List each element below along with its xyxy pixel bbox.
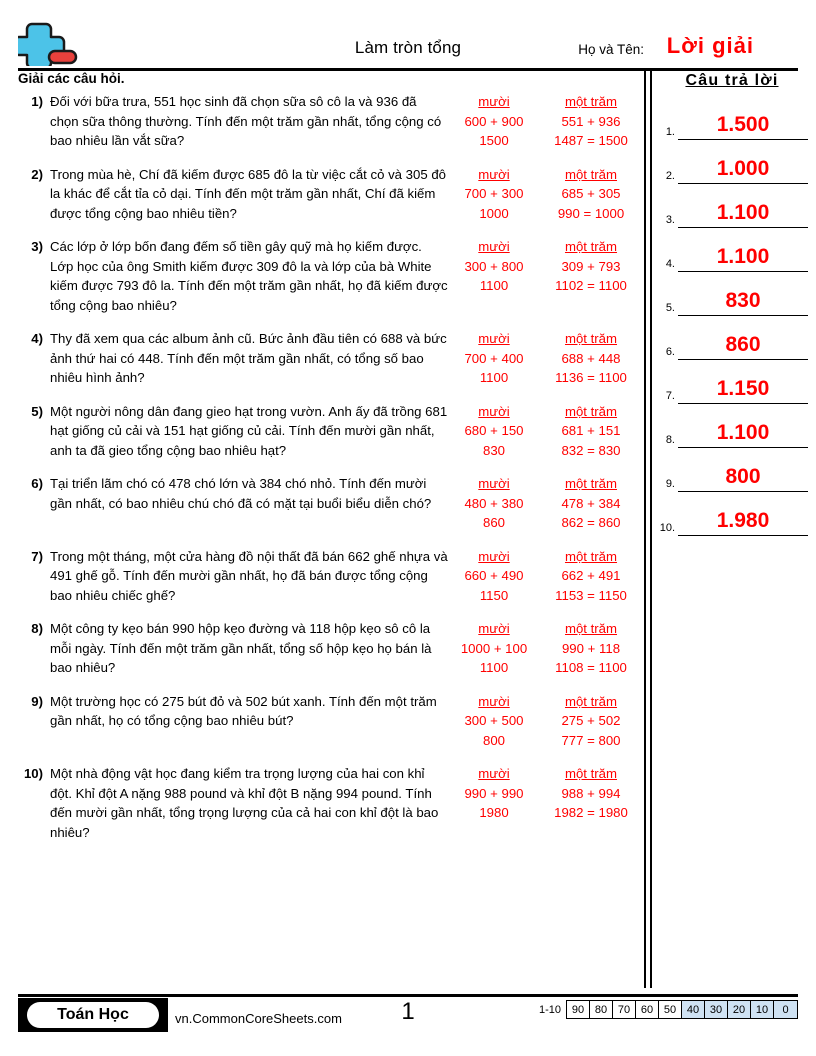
page-footer [18, 996, 798, 1038]
score-scale-grid [566, 1000, 798, 1019]
work-heading-tens: mười [478, 693, 510, 709]
question-text: Một người nông dân đang gieo hạt trong vườn. Anh ấy đã trồng 681 hạt giống củ cải và 151 hạt giống củ cải. Tính đến mười gần nhất, anh ta đã gieo tổng cộng bao nhiêu hạt? [50, 403, 448, 458]
answer-index: 7. [665, 390, 675, 402]
question-text: Một nhà động vật học đang kiểm tra trọng lượng của hai con khỉ đột. Khỉ đột A nặng 988 pound và khỉ đột B nặng 994 pound. Tính đến mười gần nhất, tổng trọng lượng của cả hai con khỉ đột là bao nhiêu? [50, 766, 439, 840]
score-scale-cell: 60 [636, 1001, 659, 1018]
work-line-tens-1: 990 + 990 [464, 785, 524, 801]
question-text: Một công ty kẹo bán 990 hộp kẹo đường và 118 hộp kẹo sô cô la mỗi ngày. Tính đến một trăm gần nhất, tổng số hộp kẹo họ bán là bao nhiêu? [50, 621, 432, 675]
answer-key-title: Câu trả lời [685, 72, 779, 89]
score-scale-cell: 30 [705, 1001, 728, 1018]
work-line-tens-2: 1100 [479, 370, 509, 385]
work-heading-tens: mười [478, 766, 510, 781]
work-column-tens [448, 474, 540, 533]
work-line-tens-1: 660 + 490 [464, 568, 524, 583]
work-line-hundreds-1: 662 + 491 [561, 568, 621, 583]
work-line-tens-1: 680 + 150 [464, 423, 524, 438]
work-column-hundreds [540, 329, 642, 388]
work-line-tens-1: 700 + 400 [464, 350, 524, 366]
work-heading-tens: mười [478, 94, 510, 109]
score-scale [539, 1000, 798, 1019]
score-scale-cell: 0 [774, 1001, 797, 1018]
work-heading-hundreds: một trăm [564, 239, 618, 254]
questions-list [18, 92, 642, 856]
work-heading-hundreds: một trăm [564, 403, 618, 419]
page-title: Làm tròn tổng [354, 38, 462, 57]
work-column-tens [448, 547, 540, 606]
work-line-hundreds-2: 832 = 830 [561, 442, 621, 458]
work-line-hundreds-1: 990 + 118 [561, 640, 621, 656]
answer-key-column [656, 68, 808, 536]
page-header [0, 0, 816, 72]
work-line-hundreds-1: 685 + 305 [561, 186, 621, 201]
answer-row [656, 184, 808, 228]
question-text: Trong một tháng, một cửa hàng đồ nội thất đã bán 662 ghế nhựa và 491 ghế gỗ. Tính đến mười gần nhất, họ đã bán được tổng cộng bao nhiêu chiếc ghế? [50, 548, 448, 603]
question-text: Một trường học có 275 bút đỏ và 502 bút xanh. Tính đến một trăm gần nhất, họ có tổng cộng bao nhiêu bút? [50, 693, 437, 728]
answer-row [656, 316, 808, 360]
question-number: 8) [31, 621, 43, 636]
question-row [18, 764, 642, 842]
answer-row [656, 404, 808, 448]
work-column-tens [448, 764, 540, 823]
answer-row [656, 272, 808, 316]
score-scale-cell: 20 [728, 1001, 751, 1018]
work-line-hundreds-1: 478 + 384 [561, 495, 621, 511]
work-column-hundreds [540, 764, 642, 823]
score-scale-cell: 80 [590, 1001, 613, 1018]
question-number: 3) [31, 239, 43, 254]
question-number: 5) [31, 403, 43, 419]
site-url: vn.CommonCoreSheets.com [175, 1011, 342, 1026]
work-line-hundreds-2: 990 = 1000 [557, 205, 625, 221]
student-name-label: Họ và Tên: [578, 42, 644, 57]
student-name-value: Lời giải [666, 33, 754, 58]
work-line-hundreds-1: 275 + 502 [561, 713, 621, 728]
work-line-tens-2: 1500 [479, 133, 509, 148]
work-heading-tens: mười [478, 476, 510, 491]
work-line-hundreds-1: 551 + 936 [561, 113, 621, 129]
question-text: Đối với bữa trưa, 551 học sinh đã chọn sữa sô cô la và 936 đã chọn sữa thông thường. Tính đến một trăm gần nhất, tổng cộng có bao nhiêu lần vắt sữa? [50, 94, 442, 148]
work-heading-hundreds: một trăm [564, 476, 618, 491]
work-column-tens [448, 692, 540, 751]
answer-value[interactable]: 1.100 [678, 245, 808, 272]
work-column-hundreds [540, 692, 642, 751]
work-heading-tens: mười [478, 621, 510, 636]
work-column-hundreds [540, 402, 642, 461]
column-divider-inner [650, 68, 652, 988]
work-line-hundreds-1: 309 + 793 [561, 258, 621, 274]
work-column-tens [448, 165, 540, 224]
question-number: 10) [23, 766, 43, 781]
answer-row [656, 96, 808, 140]
answer-value[interactable]: 1.100 [678, 201, 808, 228]
answer-index: 6. [665, 346, 675, 358]
work-line-hundreds-2: 1108 = 1100 [555, 660, 627, 675]
question-text: Thy đã xem qua các album ảnh cũ. Bức ảnh đầu tiên có 688 và bức ảnh thứ hai có 448. Tính đến một trăm gần nhất, có tổng số bao nhiêu hình ảnh? [50, 331, 447, 385]
question-row [18, 237, 642, 315]
question-number: 4) [31, 331, 43, 346]
work-heading-tens: mười [478, 166, 510, 182]
score-scale-label: 1-10 [538, 1003, 561, 1016]
question-number: 6) [31, 476, 43, 491]
work-column-hundreds [540, 474, 642, 533]
score-scale-cell: 10 [751, 1001, 774, 1018]
work-heading-tens: mười [478, 331, 510, 346]
brand-label: Toán Học [27, 1002, 159, 1028]
work-line-hundreds-2: 1487 = 1500 [554, 133, 628, 148]
work-column-hundreds [540, 92, 642, 151]
work-column-hundreds [540, 237, 642, 296]
question-number: 2) [31, 166, 43, 182]
question-row [18, 165, 642, 224]
page-number: 1 [401, 998, 415, 1025]
brand-badge [18, 998, 168, 1032]
answer-index: 10. [659, 522, 675, 534]
work-column-hundreds [540, 619, 642, 678]
answer-row [656, 360, 808, 404]
work-line-tens-1: 480 + 380 [464, 495, 524, 511]
score-scale-cell: 40 [682, 1001, 705, 1018]
work-line-hundreds-2: 1153 = 1150 [555, 587, 627, 603]
question-row [18, 474, 642, 533]
work-line-tens-1: 300 + 800 [464, 258, 524, 274]
question-number: 7) [31, 548, 43, 564]
work-column-tens [448, 92, 540, 151]
answer-index: 2. [665, 170, 675, 182]
answer-index: 9. [665, 478, 675, 490]
work-heading-hundreds: một trăm [564, 693, 618, 709]
work-line-hundreds-2: 1982 = 1980 [554, 805, 628, 820]
work-line-hundreds-1: 681 + 151 [561, 423, 621, 438]
answer-value[interactable]: 800 [678, 465, 808, 492]
work-column-hundreds [540, 165, 642, 224]
answer-row [656, 228, 808, 272]
score-scale-cell: 90 [567, 1001, 590, 1018]
work-heading-hundreds: một trăm [564, 548, 618, 564]
question-row [18, 92, 642, 151]
column-divider-outer [644, 68, 646, 988]
work-line-tens-2: 1980 [479, 805, 509, 820]
work-heading-hundreds: một trăm [564, 94, 618, 109]
question-number: 9) [31, 693, 43, 709]
question-row [18, 547, 642, 606]
work-heading-hundreds: một trăm [564, 766, 618, 781]
answer-value[interactable]: 1.100 [678, 421, 808, 448]
work-line-tens-2: 800 [482, 732, 505, 748]
question-row [18, 692, 642, 751]
answer-value[interactable]: 830 [678, 289, 808, 316]
work-line-hundreds-2: 862 = 860 [561, 515, 621, 530]
work-line-tens-1: 300 + 500 [464, 713, 524, 728]
answer-value[interactable]: 1.000 [678, 157, 808, 184]
answer-value[interactable]: 1.980 [678, 509, 808, 536]
work-heading-tens: mười [478, 239, 510, 254]
work-line-tens-2: 860 [482, 515, 505, 530]
answer-value[interactable]: 860 [678, 333, 808, 360]
answer-row [656, 140, 808, 184]
answer-index: 3. [665, 214, 675, 226]
work-line-hundreds-2: 1102 = 1100 [555, 278, 627, 293]
work-heading-hundreds: một trăm [564, 331, 618, 346]
question-row [18, 619, 642, 678]
work-heading-hundreds: một trăm [564, 166, 618, 182]
work-line-tens-2: 1100 [479, 660, 509, 675]
instructions-label: Giải các câu hỏi. [18, 71, 125, 86]
score-scale-cell: 50 [659, 1001, 682, 1018]
question-row [18, 402, 642, 461]
work-line-hundreds-1: 688 + 448 [561, 350, 621, 366]
work-column-hundreds [540, 547, 642, 606]
work-line-tens-1: 1000 + 100 [460, 640, 528, 656]
answer-index: 5. [665, 302, 675, 314]
question-text: Tại triển lãm chó có 478 chó lớn và 384 chó nhỏ. Tính đến mười gần nhất, có bao nhiêu chú chó đã có mặt tại buổi biểu diễn chó? [50, 476, 432, 511]
work-line-tens-1: 700 + 300 [464, 186, 524, 201]
answer-index: 4. [665, 258, 675, 270]
answer-value[interactable]: 1.150 [678, 377, 808, 404]
work-heading-tens: mười [478, 403, 510, 419]
work-line-tens-2: 1100 [479, 278, 509, 293]
work-line-tens-2: 830 [482, 442, 505, 458]
answer-row [656, 492, 808, 536]
work-line-hundreds-2: 777 = 800 [561, 732, 621, 748]
question-text: Các lớp ở lớp bốn đang đếm số tiền gây quỹ mà họ kiếm được. Lớp học của ông Smith kiếm được 309 đô la và lớp của bà White kiếm được 793 đô la. Tính đến một trăm gần nhất, họ đã kiếm được tổng cộng bao nhiêu? [50, 239, 448, 313]
answer-index: 1. [665, 126, 675, 138]
work-heading-hundreds: một trăm [564, 621, 618, 636]
answer-value[interactable]: 1.500 [678, 113, 808, 140]
answer-row [656, 448, 808, 492]
work-column-tens [448, 237, 540, 296]
work-line-tens-1: 600 + 900 [464, 113, 524, 129]
work-line-tens-2: 1150 [479, 587, 509, 603]
work-column-tens [448, 402, 540, 461]
work-heading-tens: mười [478, 548, 510, 564]
question-text: Trong mùa hè, Chí đã kiếm được 685 đô la từ việc cắt cỏ và 305 đô la khác để cắt tỉa cỏ dại. Tính đến một trăm gần nhất, Chí đã kiếm được tổng cộng bao nhiêu tiền? [50, 166, 447, 221]
question-number: 1) [31, 94, 43, 109]
score-scale-cell: 70 [613, 1001, 636, 1018]
work-line-hundreds-2: 1136 = 1100 [555, 370, 627, 385]
answer-index: 8. [665, 434, 675, 446]
work-column-tens [448, 619, 540, 678]
question-row [18, 329, 642, 388]
work-column-tens [448, 329, 540, 388]
work-line-tens-2: 1000 [479, 205, 509, 221]
work-line-hundreds-1: 988 + 994 [561, 785, 621, 801]
